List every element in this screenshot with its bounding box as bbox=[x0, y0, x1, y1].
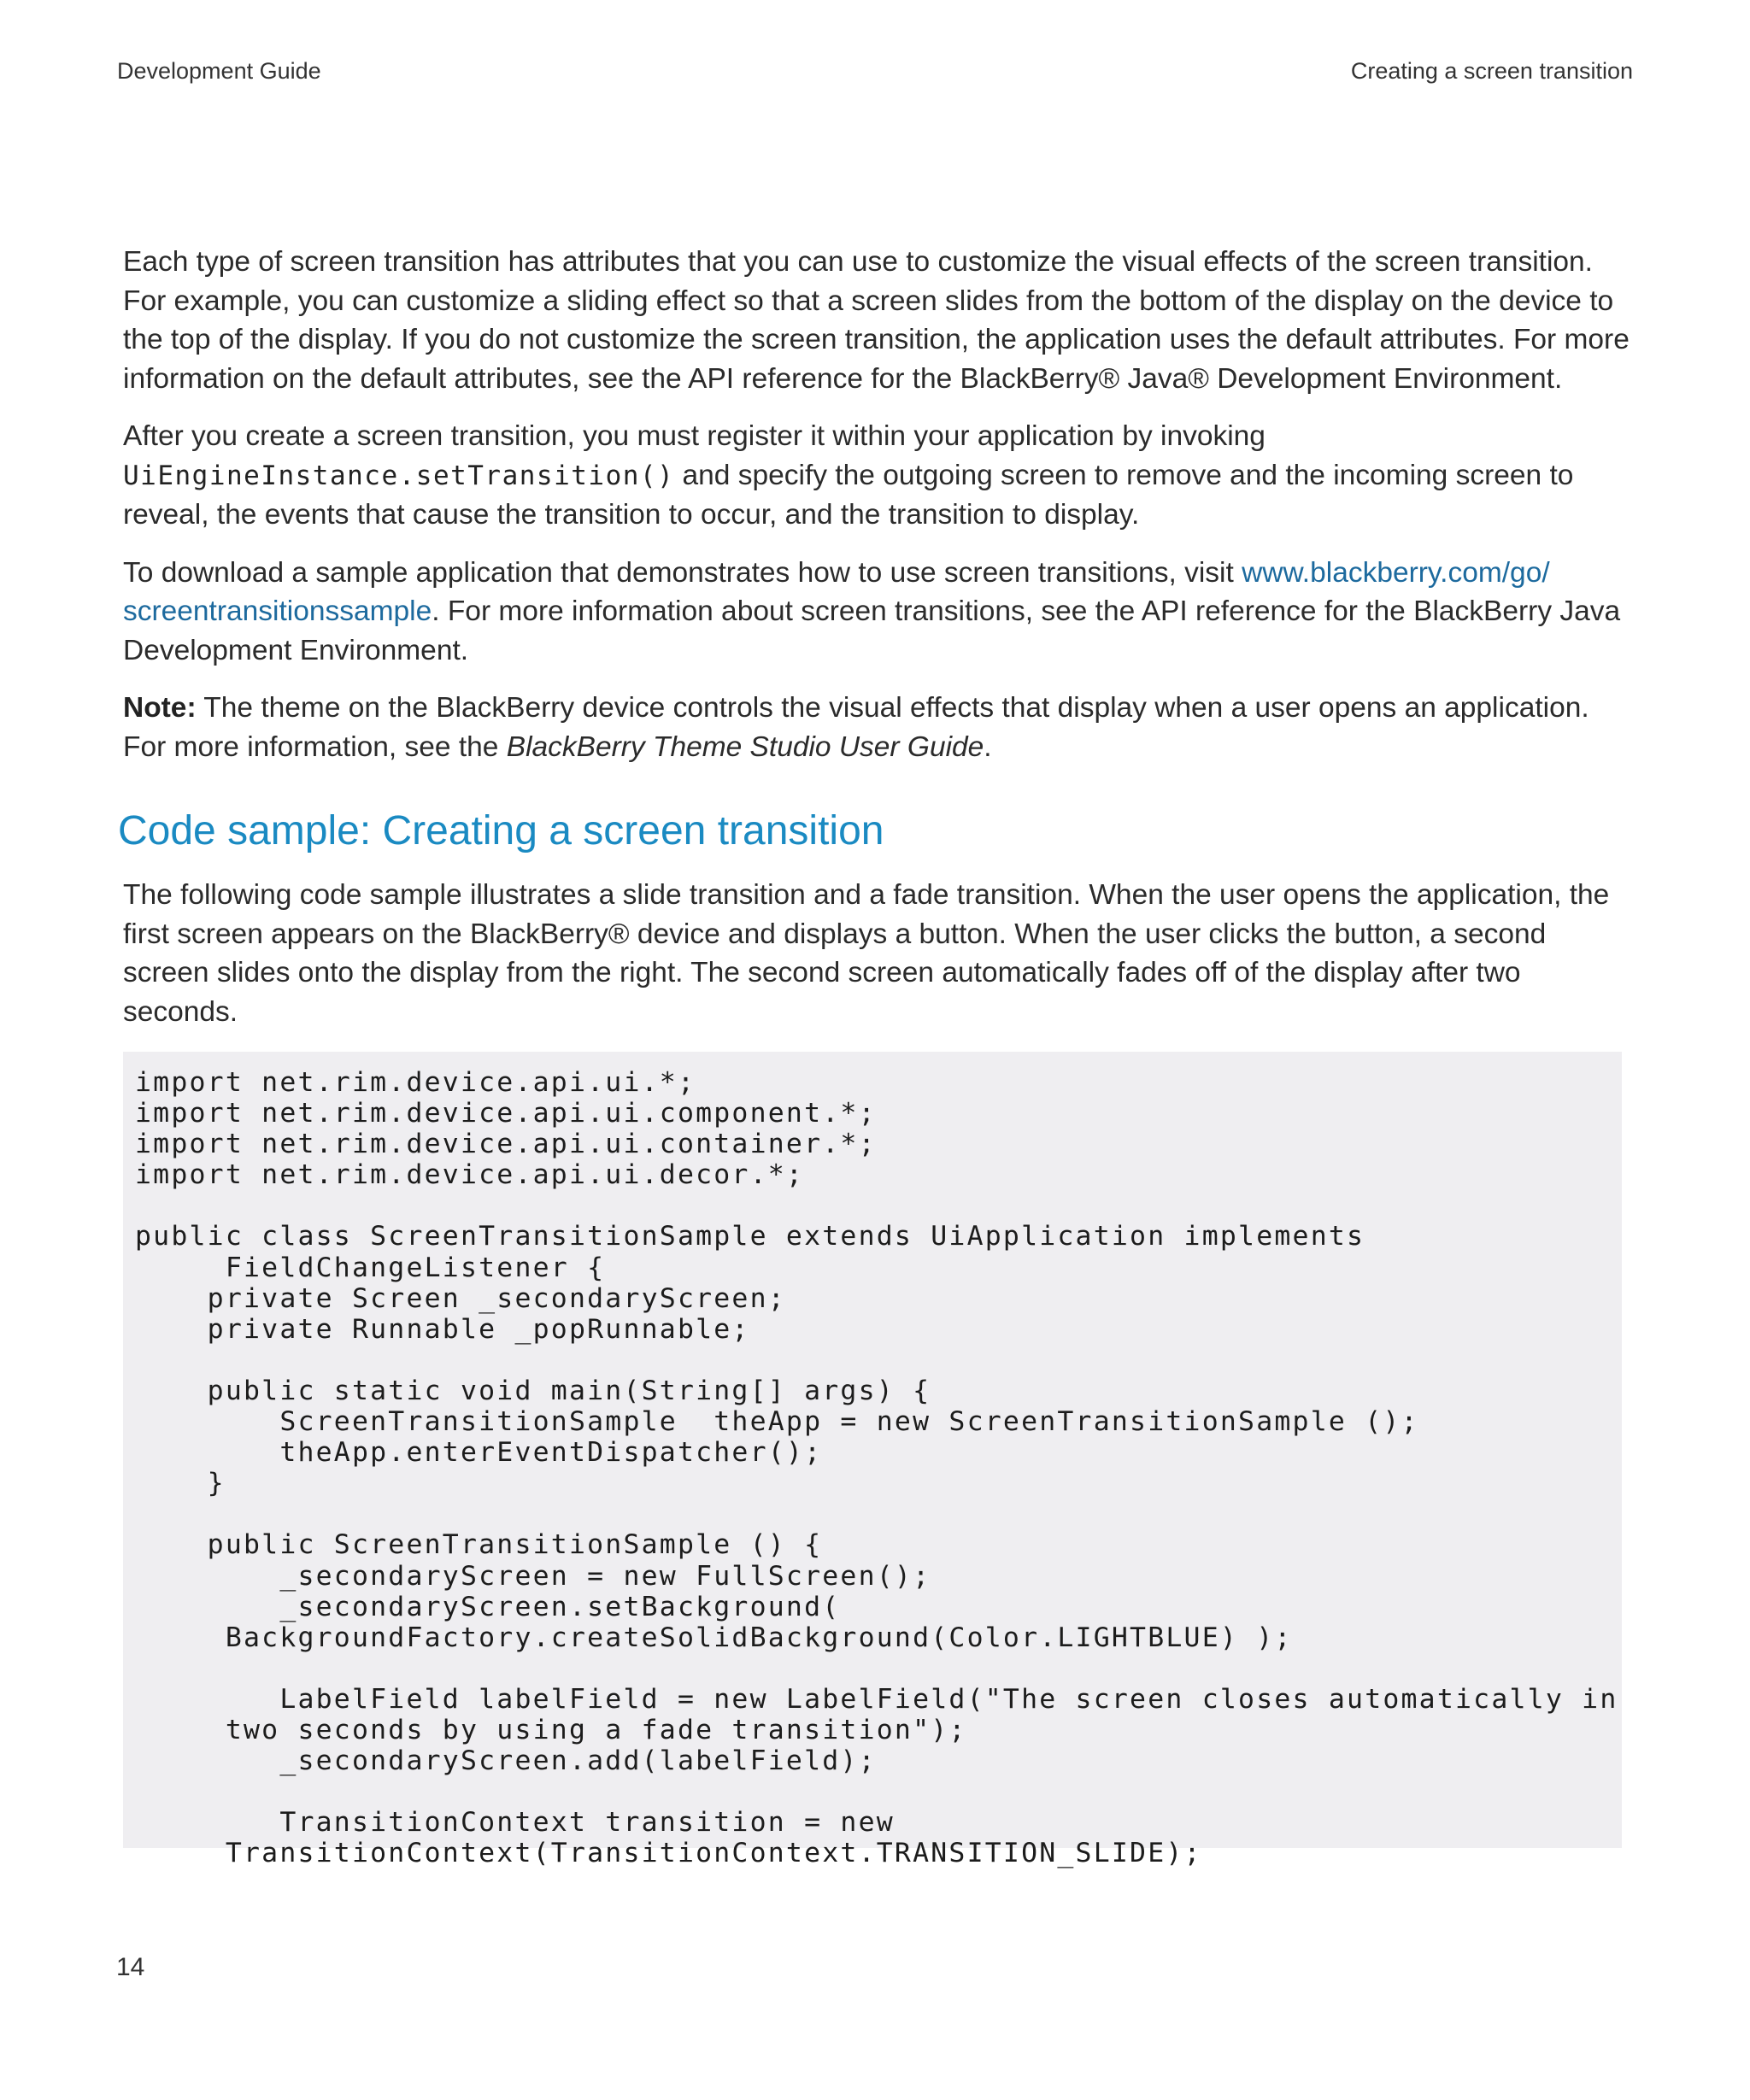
running-header bbox=[117, 58, 1633, 92]
paragraph-register-transition bbox=[123, 417, 1634, 535]
note-paragraph bbox=[123, 689, 1634, 766]
section-intro-paragraph: The following code sample illustrates a slide transition and a fade transition. When the user opens the application, the first screen appears on the BlackBerry® device and displays a button. When the user clicks the button, a second screen slides onto the display from the right. The second screen automatically fades off of the display after two seconds. bbox=[123, 879, 1610, 1028]
paragraph-transition-attributes: Each type of screen transition has attributes that you can use to customize the visual effects of the screen transition. For example, you can customize a sliding effect so that a screen slides from the bottom of the display on the device to the top of the display. If you do not customize the screen transition, the application uses the default attributes. For more information on the default attributes, see the API reference for the BlackBerry® Java® Development Environment. bbox=[123, 246, 1630, 395]
paragraph-text: . For more information about screen transitions, see the API reference for the BlackBerry Java Development Environment. bbox=[123, 595, 1621, 666]
page-content bbox=[118, 243, 1634, 1869]
note-label: Note: bbox=[123, 692, 197, 724]
code-sample-text: import net.rim.device.api.ui.*; import net.rim.device.api.ui.component.*; import net.rim.device.api.ui.container.*; import net.rim.device.api.ui.decor.*; public class ScreenTransitionSample extends UiApplication implements FieldChangeListener { private Screen _secondaryScreen; private Runnable _popRunnable; public static void main(String[] args) { ScreenTransitionSample theApp = new ScreenTransitionSample (); theApp.enterEventDispatcher(); } public ScreenTransitionSample () { _secondaryScreen = new FullScreen(); _secondaryScreen.setBackground( BackgroundFactory.createSolidBackground(Color.LIGHTBLUE) ); LabelField labelField = new LabelField("The screen closes automatically in two seconds by using a fade transition"); _secondaryScreen.add(labelField); TransitionContext transition = new TransitionContext(TransitionContext.TRANSITION_SLIDE); bbox=[135, 1067, 1618, 1869]
note-guide-title: BlackBerry Theme Studio User Guide bbox=[506, 730, 984, 763]
paragraph-text: and specify the outgoing screen to remove and the incoming screen to reveal, the events that cause the transition to occur, and the transition to display. bbox=[123, 459, 1574, 531]
note-text: The theme on the BlackBerry device controls the visual effects that display when a user opens an application. For more information, see the bbox=[123, 692, 1589, 763]
code-sample-block bbox=[123, 1052, 1622, 1869]
paragraph-text: After you create a screen transition, you must register it within your application by invoking bbox=[123, 420, 1266, 452]
section-heading: Code sample: Creating a screen transition bbox=[118, 808, 884, 853]
inline-code-set-transition: UiEngineInstance.setTransition() bbox=[123, 460, 675, 491]
sample-download-link[interactable]: www.blackberry.com/go/ screentransitionssample bbox=[123, 556, 1550, 627]
page-number: 14 bbox=[116, 1953, 145, 1981]
note-text-end: . bbox=[984, 730, 992, 763]
paragraph-text: To download a sample application that demonstrates how to use screen transitions, visit bbox=[123, 556, 1242, 589]
header-document-title: Development Guide bbox=[117, 58, 321, 84]
header-chapter-title: Creating a screen transition bbox=[1350, 58, 1633, 84]
paragraph-download-sample bbox=[123, 554, 1634, 671]
